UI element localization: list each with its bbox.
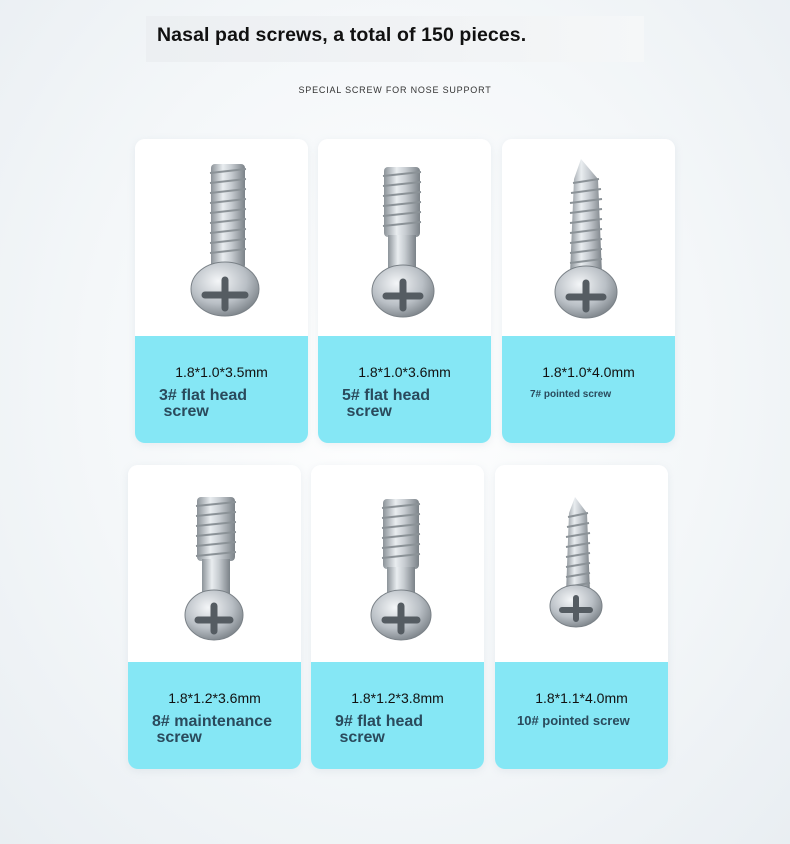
- product-card-8: [128, 465, 301, 769]
- screw-photo: [128, 465, 301, 662]
- pointed-screw-image: [502, 139, 675, 336]
- screw-dimensions: 1.8*1.0*3.5mm: [175, 364, 268, 380]
- screw-dimensions: 1.8*1.2*3.6mm: [168, 690, 261, 706]
- label-panel: [135, 336, 308, 443]
- product-card-5: [318, 139, 491, 443]
- screw-name: 3# flat head screw: [159, 387, 248, 420]
- screw-photo: [135, 139, 308, 336]
- screw-name: 5# flat head screw: [342, 387, 431, 420]
- screw-name: 10# pointed screw: [517, 713, 630, 728]
- screw-name: 9# flat head screw: [335, 713, 424, 746]
- screw-dimensions: 1.8*1.2*3.8mm: [351, 690, 444, 706]
- pan-head-screw-image: [311, 465, 484, 662]
- label-panel: [318, 336, 491, 443]
- label-panel: [495, 662, 668, 769]
- screw-photo: [318, 139, 491, 336]
- pan-head-screw-image: [318, 139, 491, 336]
- product-card-7: [502, 139, 675, 443]
- screw-photo: [311, 465, 484, 662]
- page-subtitle: SPECIAL SCREW FOR NOSE SUPPORT: [298, 85, 492, 95]
- label-panel: [311, 662, 484, 769]
- pan-head-screw-image: [128, 465, 301, 662]
- product-card-3: [135, 139, 308, 443]
- screw-dimensions: 1.8*1.0*4.0mm: [542, 364, 635, 380]
- screw-name: 8# maintenance screw: [152, 713, 273, 746]
- pan-head-screw-image: [135, 139, 308, 336]
- screw-name: 7# pointed screw: [530, 389, 612, 400]
- screw-photo: [495, 465, 668, 662]
- label-panel: [502, 336, 675, 443]
- label-panel: [128, 662, 301, 769]
- screw-dimensions: 1.8*1.0*3.6mm: [358, 364, 451, 380]
- screw-dimensions: 1.8*1.1*4.0mm: [535, 690, 628, 706]
- page-title: Nasal pad screws, a total of 150 pieces.: [157, 24, 527, 46]
- screw-photo: [502, 139, 675, 336]
- product-card-9: [311, 465, 484, 769]
- pointed-screw-image: [495, 465, 668, 662]
- product-card-10: [495, 465, 668, 769]
